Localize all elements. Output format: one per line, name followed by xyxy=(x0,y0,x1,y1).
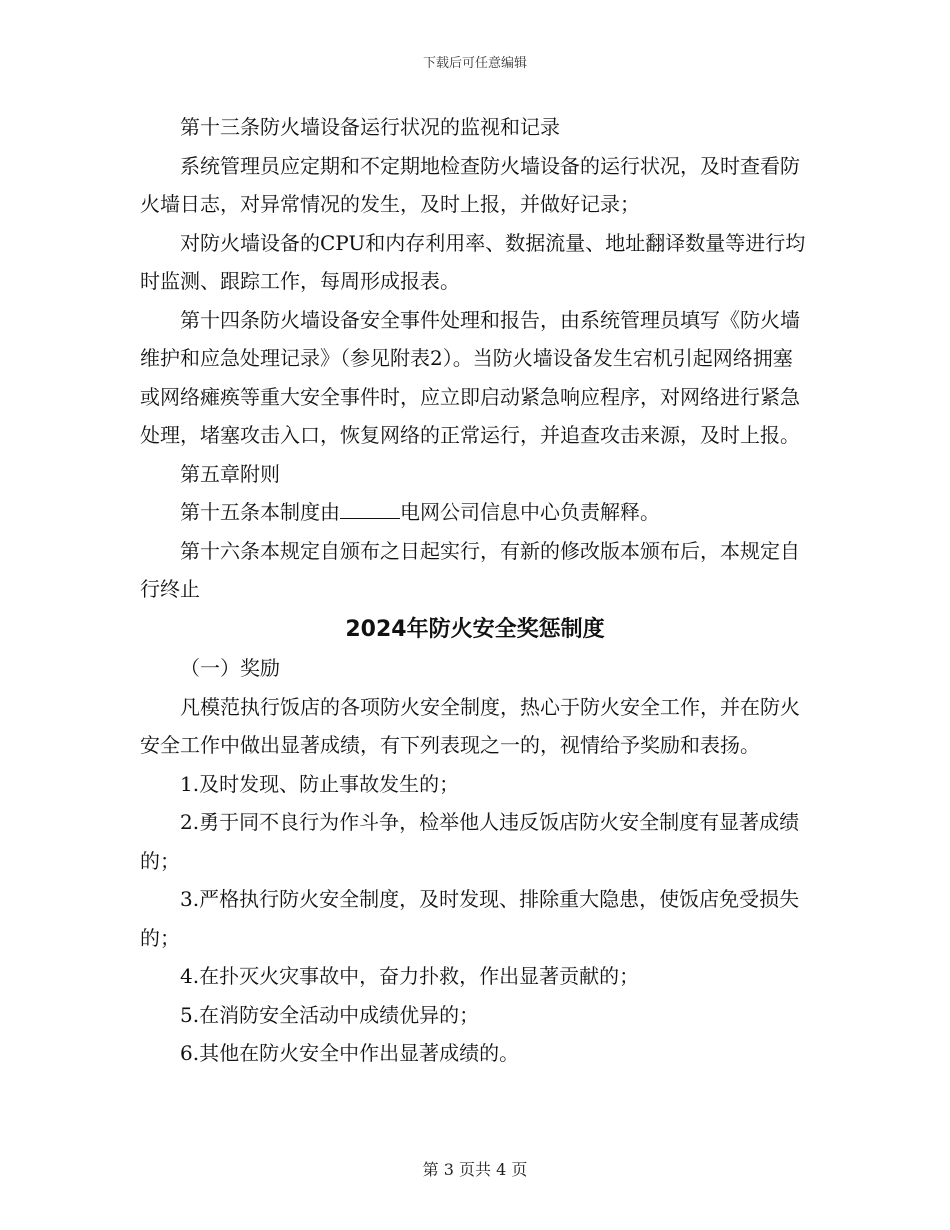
article-16-paragraph: 第十六条本规定自颁布之日起实行，有新的修改版本颁布后，本规定自行终止 xyxy=(140,538,800,601)
list-item: 3.严格执行防火安全制度，及时发现、排除重大隐患，使饭店免受损失的； xyxy=(140,887,800,950)
reward-subheading: （一）奖励 xyxy=(180,656,280,680)
article-13-paragraph-2: 对防火墙设备的CPU和内存利用率、数据流量、地址翻译数量等进行均时监测、跟踪工作，每周形成报表。 xyxy=(140,230,806,293)
list-item: 1.及时发现、防止事故发生的； xyxy=(180,771,460,796)
list-item: 5.在消防安全活动中成绩优异的； xyxy=(180,1002,480,1027)
section-title: 2024年防火安全奖惩制度 xyxy=(345,616,605,642)
article-15-text-start: 第十五条本制度由 xyxy=(180,500,340,524)
reward-intro-paragraph: 凡模范执行饭店的各项防火安全制度，热心于防火安全工作，并在防火安全工作中做出显著成绩，有下列表现之一的，视情给予奖励和表扬。 xyxy=(140,694,800,757)
list-item: 2.勇于同不良行为作斗争，检举他人违反饭店防火安全制度有显著成绩的； xyxy=(140,810,800,873)
list-item: 4.在扑灭火灾事故中，奋力扑救，作出显著贡献的； xyxy=(180,964,640,988)
article-13-heading: 第十三条防火墙设备运行状况的监视和记录 xyxy=(180,115,560,139)
header-note: 下载后可任意编辑 xyxy=(422,56,527,71)
article-13-paragraph-1: 系统管理员应定期和不定期地检查防火墙设备的运行状况，及时查看防火墙日志，对异常情况的发生，及时上报，并做好记录； xyxy=(140,153,800,216)
list-item: 6.其他在防火安全中作出显著成绩的。 xyxy=(180,1041,520,1065)
article-14-paragraph: 第十四条防火墙设备安全事件处理和报告，由系统管理员填写《防火墙维护和应急处理记录》（参见附表2）。当防火墙设备发生宕机引起网络拥塞或网络瘫痪等重大安全事件时，应立即启动紧急响应程序，对网络进行紧急处理，堵塞攻击入口，恢复网络的正常运行，并追查攻击来源，及时上报。 xyxy=(140,307,800,447)
page-footer: 第 3 页共 4 页 xyxy=(422,1160,528,1179)
document-body xyxy=(140,108,810,1073)
chapter-5-heading: 第五章附则 xyxy=(180,461,280,486)
article-15-paragraph xyxy=(140,493,810,532)
article-15-text-end: 电网公司信息中心负责解释。 xyxy=(400,500,660,524)
blank-line xyxy=(340,498,400,519)
